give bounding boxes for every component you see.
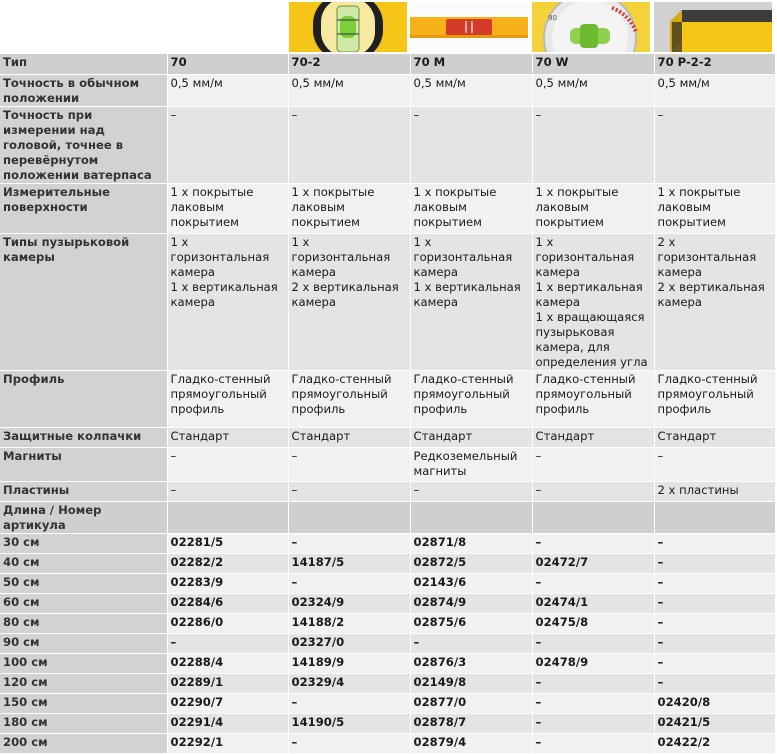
article-number: 02324/9 — [288, 593, 410, 613]
article-number: – — [532, 573, 654, 593]
article-number: 14189/9 — [288, 653, 410, 673]
article-number: 02291/4 — [167, 713, 288, 733]
article-number: 02281/5 — [167, 533, 288, 553]
article-number: 02422/2 — [654, 733, 775, 753]
article-number: 02420/8 — [654, 693, 775, 713]
article-number: 02877/0 — [410, 693, 532, 713]
article-number: – — [654, 633, 775, 653]
article-number: 14187/5 — [288, 553, 410, 573]
article-number: 02876/3 — [410, 653, 532, 673]
spec-value-line: 1 x горизонтальная камера — [413, 234, 513, 279]
model-column-header: 70 M — [410, 54, 532, 74]
spec-value: Стандарт — [288, 427, 410, 447]
spec-value-line: 2 x вертикальная камера — [291, 279, 399, 309]
spec-value: Редкоземельный магниты — [410, 447, 532, 481]
spec-value — [288, 233, 410, 370]
spec-value: Гладко-стенный прямоугольный профиль — [167, 370, 288, 427]
article-number: 02474/1 — [532, 593, 654, 613]
spec-row — [0, 183, 775, 233]
spec-label: Точность при измерении над головой, точнее в перевёрнутом положении ватерпаса — [0, 106, 167, 183]
article-number: – — [410, 633, 532, 653]
article-number: 02421/5 — [654, 713, 775, 733]
article-number: 02283/9 — [167, 573, 288, 593]
spec-value-line: 1 x вертикальная камера — [170, 279, 278, 309]
spec-label: Пластины — [0, 481, 167, 501]
spec-label: Типы пузырьковой камеры — [0, 233, 167, 370]
article-number: – — [288, 733, 410, 753]
spec-value — [410, 233, 532, 370]
article-length: 50 см — [0, 573, 167, 593]
spec-value: 2 x пластины — [654, 481, 775, 501]
article-length: 40 см — [0, 553, 167, 573]
spec-value: – — [288, 447, 410, 481]
spec-value: – — [532, 481, 654, 501]
article-number: – — [288, 693, 410, 713]
article-number: 02292/1 — [167, 733, 288, 753]
article-number: 14188/2 — [288, 613, 410, 633]
spec-row — [0, 427, 775, 447]
articles-header-spacer — [410, 501, 532, 533]
article-number: 02878/7 — [410, 713, 532, 733]
spec-row — [0, 74, 775, 106]
level-70-w-angle-vial-image — [532, 2, 650, 52]
spec-label: Измерительные поверхности — [0, 183, 167, 233]
article-row — [0, 633, 775, 653]
article-row — [0, 693, 775, 713]
spec-label: Защитные колпачки — [0, 427, 167, 447]
spec-value-line: 1 x горизонтальная камера — [170, 234, 270, 279]
spec-label: Профиль — [0, 370, 167, 427]
article-length: 180 см — [0, 713, 167, 733]
article-row — [0, 593, 775, 613]
spec-value-line: 2 x горизонтальная камера — [657, 234, 757, 279]
spec-value: – — [654, 106, 775, 183]
spec-row — [0, 447, 775, 481]
article-number: – — [288, 533, 410, 553]
level-70-m-vial-image — [410, 2, 528, 52]
spec-value: – — [410, 481, 532, 501]
spec-value: Гладко-стенный прямоугольный профиль — [654, 370, 775, 427]
spec-value: 1 x покрытые лаковым покрытием — [167, 183, 288, 233]
spec-value: 1 x покрытые лаковым покрытием — [532, 183, 654, 233]
article-number: 02874/9 — [410, 593, 532, 613]
article-number: 02143/6 — [410, 573, 532, 593]
article-number: – — [532, 713, 654, 733]
article-length: 200 см — [0, 733, 167, 753]
article-number: – — [532, 673, 654, 693]
article-number: 02871/8 — [410, 533, 532, 553]
article-number: 02290/7 — [167, 693, 288, 713]
article-number: – — [654, 593, 775, 613]
article-length: 30 см — [0, 533, 167, 553]
article-number: 02872/5 — [410, 553, 532, 573]
spec-value: Гладко-стенный прямоугольный профиль — [288, 370, 410, 427]
spec-label: Магниты — [0, 447, 167, 481]
spec-row — [0, 370, 775, 427]
article-length: 100 см — [0, 653, 167, 673]
articles-header-spacer — [288, 501, 410, 533]
spec-value — [654, 233, 775, 370]
spec-value: Гладко-стенный прямоугольный профиль — [410, 370, 532, 427]
article-number: 02286/0 — [167, 613, 288, 633]
article-number: – — [532, 533, 654, 553]
article-number: 02149/8 — [410, 673, 532, 693]
product-images-row — [0, 0, 777, 56]
spec-value: – — [167, 106, 288, 183]
article-row — [0, 713, 775, 733]
specifications-table — [0, 54, 776, 754]
article-number: – — [532, 633, 654, 653]
spec-value: Стандарт — [410, 427, 532, 447]
article-number: 02329/4 — [288, 673, 410, 693]
article-row — [0, 673, 775, 693]
articles-section-row — [0, 501, 775, 533]
spec-value: Стандарт — [654, 427, 775, 447]
spec-value: 0,5 мм/м — [167, 74, 288, 106]
spec-value: – — [167, 447, 288, 481]
spec-value: Гладко-стенный прямоугольный профиль — [532, 370, 654, 427]
articles-header-spacer — [654, 501, 775, 533]
article-number: 02472/7 — [532, 553, 654, 573]
spec-value: 0,5 мм/м — [410, 74, 532, 106]
article-number: 02478/9 — [532, 653, 654, 673]
spec-value: 1 x покрытые лаковым покрытием — [654, 183, 775, 233]
header-row — [0, 54, 775, 74]
spec-value: – — [410, 106, 532, 183]
article-number: 02327/0 — [288, 633, 410, 653]
level-70-p-2-2-profile-image — [654, 2, 772, 52]
spec-value: 0,5 мм/м — [654, 74, 775, 106]
spec-value — [167, 233, 288, 370]
spec-value: – — [532, 447, 654, 481]
spec-value: – — [532, 106, 654, 183]
article-number: – — [532, 733, 654, 753]
spec-value-line: 2 x вертикальная камера — [657, 279, 765, 309]
level-70-2-vial-image — [289, 2, 407, 52]
articles-header-spacer — [532, 501, 654, 533]
article-length: 150 см — [0, 693, 167, 713]
article-number: – — [288, 573, 410, 593]
article-number: 02284/6 — [167, 593, 288, 613]
article-number: – — [654, 573, 775, 593]
spec-label: Точность в обычном положении — [0, 74, 167, 106]
article-number: – — [654, 553, 775, 573]
article-row — [0, 573, 775, 593]
articles-header-spacer — [167, 501, 288, 533]
article-length: 90 см — [0, 633, 167, 653]
article-number: 02288/4 — [167, 653, 288, 673]
model-column-header: 70 — [167, 54, 288, 74]
spec-value: 1 x покрытые лаковым покрытием — [288, 183, 410, 233]
spec-value-line: 1 x горизонтальная камера — [535, 234, 635, 279]
article-row — [0, 653, 775, 673]
article-number: – — [654, 653, 775, 673]
header-label: Тип — [0, 54, 167, 74]
spec-value: 0,5 мм/м — [532, 74, 654, 106]
article-number: – — [654, 613, 775, 633]
article-number: – — [654, 533, 775, 553]
article-length: 80 см — [0, 613, 167, 633]
articles-header: Длина / Номер артикула — [0, 501, 167, 533]
article-number: 02879/4 — [410, 733, 532, 753]
spec-row — [0, 233, 775, 370]
spec-value-line: 1 x вертикальная камера — [413, 279, 521, 309]
spec-value: 0,5 мм/м — [288, 74, 410, 106]
article-number: 02475/8 — [532, 613, 654, 633]
spec-value-line: 1 x горизонтальная камера — [291, 234, 391, 279]
article-row — [0, 613, 775, 633]
spec-value: – — [288, 106, 410, 183]
spec-value-line: 1 x вертикальная камера — [535, 279, 643, 309]
spec-value: – — [288, 481, 410, 501]
spec-value — [532, 233, 654, 370]
article-number: – — [167, 633, 288, 653]
article-number: 14190/5 — [288, 713, 410, 733]
spec-value: Стандарт — [532, 427, 654, 447]
article-number: 02289/1 — [167, 673, 288, 693]
model-column-header: 70 P-2-2 — [654, 54, 775, 74]
spec-value: Стандарт — [167, 427, 288, 447]
svg-text:90: 90 — [548, 14, 557, 22]
model-column-header: 70-2 — [288, 54, 410, 74]
article-row — [0, 733, 775, 753]
spec-value: 1 x покрытые лаковым покрытием — [410, 183, 532, 233]
article-length: 60 см — [0, 593, 167, 613]
article-length: 120 см — [0, 673, 167, 693]
spec-value: – — [654, 447, 775, 481]
article-number: – — [654, 673, 775, 693]
article-number: 02282/2 — [167, 553, 288, 573]
article-row — [0, 533, 775, 553]
model-column-header: 70 W — [532, 54, 654, 74]
spec-row — [0, 106, 775, 183]
article-number: 02875/6 — [410, 613, 532, 633]
spec-row — [0, 481, 775, 501]
article-row — [0, 553, 775, 573]
spec-value: – — [167, 481, 288, 501]
spec-value-line: 1 x вращающаяся пузырьковая камера, для определения угла — [535, 309, 648, 369]
article-number: – — [532, 693, 654, 713]
